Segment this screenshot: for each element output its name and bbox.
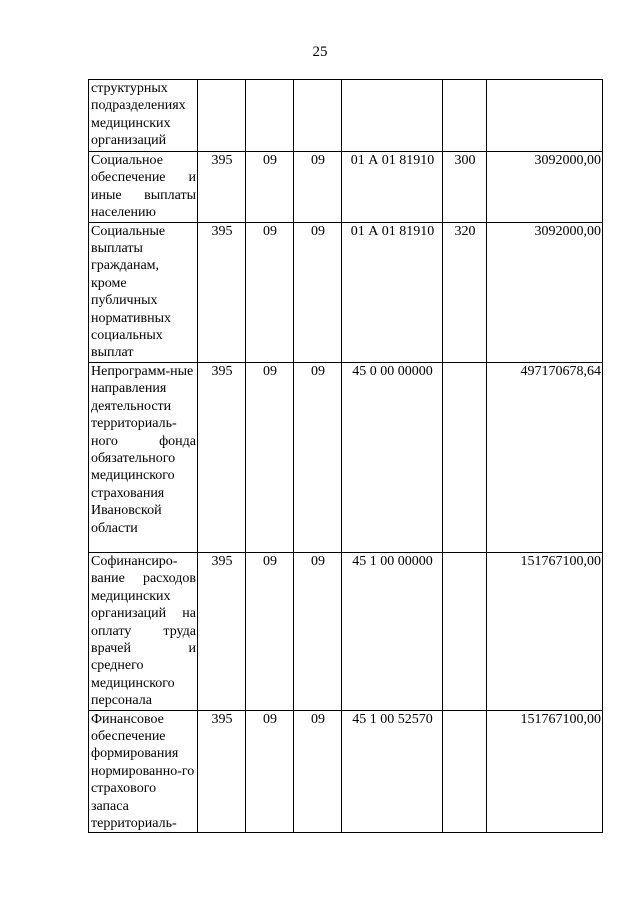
admin-code: 395: [198, 152, 246, 223]
expense-type-code: 300: [443, 152, 487, 223]
admin-code: 395: [198, 222, 246, 362]
table-row: [89, 152, 603, 223]
target-article-code: 01 А 01 81910: [342, 152, 443, 223]
section-code: 09: [246, 362, 294, 552]
row-description: Непрограмм-ные направления деятельности территориаль-ного фонда обязательного медицинского страхования Ивановской области: [89, 362, 198, 552]
page-number: 25: [312, 44, 328, 60]
target-article-code: 45 1 00 52570: [342, 710, 443, 833]
table-row: [89, 222, 603, 362]
table-row: [89, 710, 603, 833]
amount: 497170678,64: [487, 362, 603, 552]
subsection-code: [294, 80, 342, 152]
section-code: 09: [246, 710, 294, 833]
amount: 3092000,00: [487, 222, 603, 362]
subsection-code: 09: [294, 222, 342, 362]
section-code: 09: [246, 552, 294, 710]
row-description: Софинансиро-вание расходов медицинских организаций на оплату труда врачей и среднего медицинского персонала: [89, 552, 198, 710]
row-description: структурных подразделениях медицинских организаций: [89, 80, 198, 152]
budget-table: [88, 79, 603, 833]
expense-type-code: [443, 710, 487, 833]
expense-type-code: [443, 80, 487, 152]
subsection-code: 09: [294, 362, 342, 552]
row-description: Социальные выплаты гражданам, кроме публичных нормативных социальных выплат: [89, 222, 198, 362]
subsection-code: 09: [294, 552, 342, 710]
target-article-code: 45 0 00 00000: [342, 362, 443, 552]
table-row: [89, 362, 603, 552]
amount: 151767100,00: [487, 710, 603, 833]
amount: 151767100,00: [487, 552, 603, 710]
subsection-code: 09: [294, 152, 342, 223]
amount: [487, 80, 603, 152]
row-description: Социальное обеспечение и иные выплаты населению: [89, 152, 198, 223]
expense-type-code: [443, 552, 487, 710]
target-article-code: 45 1 00 00000: [342, 552, 443, 710]
section-code: [246, 80, 294, 152]
admin-code: [198, 80, 246, 152]
expense-type-code: 320: [443, 222, 487, 362]
amount: 3092000,00: [487, 152, 603, 223]
row-description: Финансовое обеспечение формирования нормированно-го страхового запаса территориаль-: [89, 710, 198, 833]
expense-type-code: [443, 362, 487, 552]
table-row: [89, 552, 603, 710]
target-article-code: [342, 80, 443, 152]
subsection-code: 09: [294, 710, 342, 833]
admin-code: 395: [198, 552, 246, 710]
section-code: 09: [246, 222, 294, 362]
admin-code: 395: [198, 362, 246, 552]
section-code: 09: [246, 152, 294, 223]
target-article-code: 01 А 01 81910: [342, 222, 443, 362]
table-row: [89, 80, 603, 152]
admin-code: 395: [198, 710, 246, 833]
